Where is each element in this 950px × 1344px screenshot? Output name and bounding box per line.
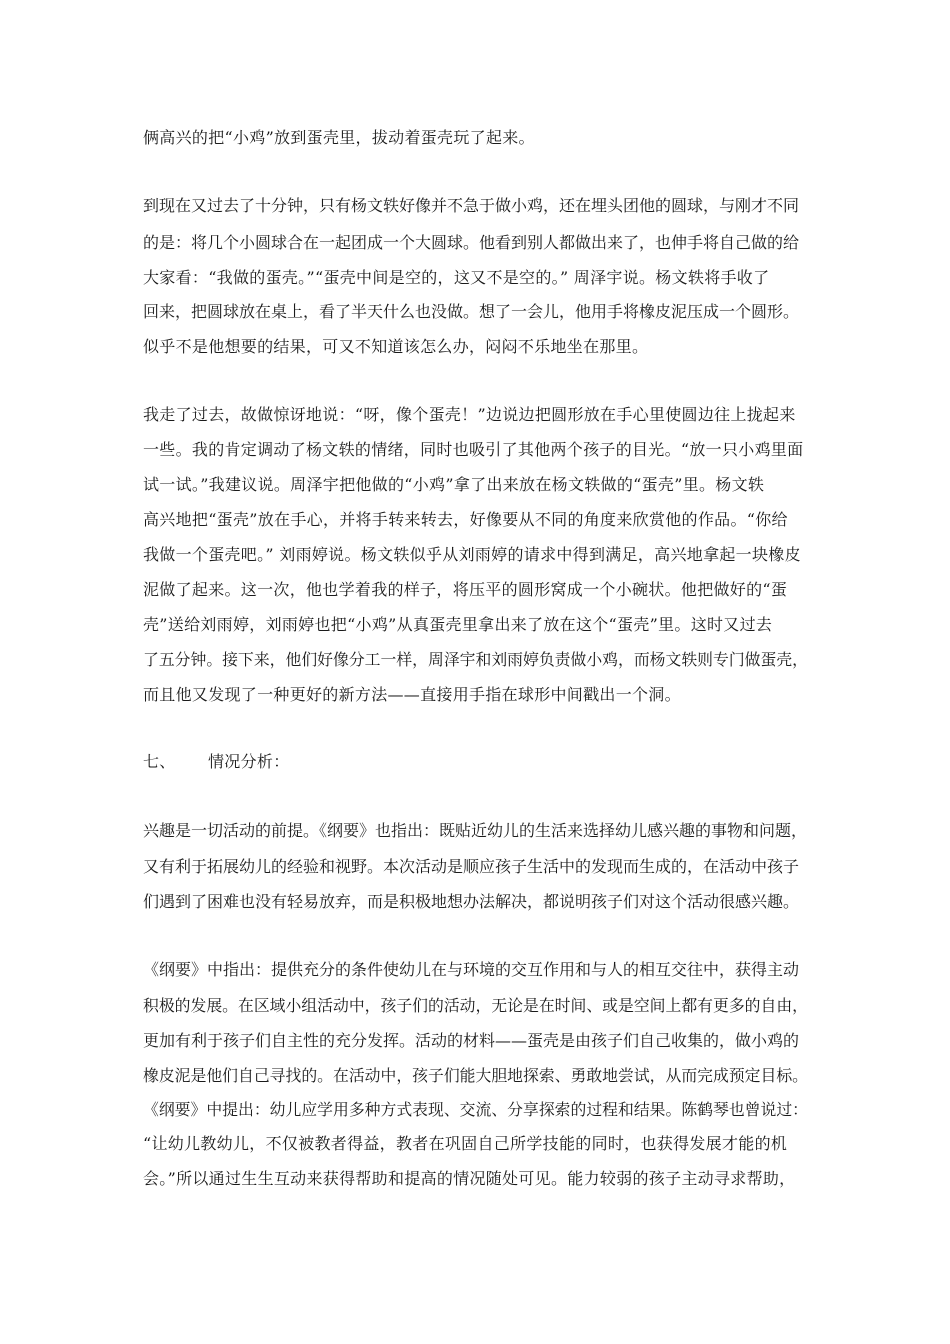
text-line: 的是：将几个小圆球合在一起团成一个大圆球。他看到别人都做出来了，也伸手将自己做的给 — [143, 233, 800, 252]
text-line: 而且他又发现了一种更好的新方法——直接用手指在球形中间戳出一个洞。 — [143, 685, 681, 704]
section-heading — [143, 752, 290, 772]
text-line: 积极的发展。在区域小组活动中，孩子们的活动，无论是在时间、或是空间上都有更多的自由， — [143, 996, 809, 1015]
text-line: 到现在又过去了十分钟，只有杨文轶好像并不急于做小鸡，还在埋头团他的圆球，与刚才不同 — [143, 196, 800, 215]
text-line: 一些。我的肯定调动了杨文轶的情绪，同时也吸引了其他两个孩子的目光。“放一只小鸡里面 — [143, 440, 804, 459]
text-line: 又有利于拓展幼儿的经验和视野。本次活动是顺应孩子生活中的发现而生成的，在活动中孩子 — [143, 857, 800, 876]
text-line: 试一试。”我建议说。周泽宇把他做的“小鸡”拿了出来放在杨文轶做的“蛋壳”里。杨文轶 — [143, 475, 765, 494]
text-line: 回来，把圆球放在桌上，看了半天什么也没做。想了一会儿，他用手将橡皮泥压成一个圆形。 — [143, 302, 800, 321]
section-title: 情况分析： — [208, 752, 290, 771]
text-line: 《纲要》中指出：提供充分的条件使幼儿在与环境的交互作用和与人的相互交往中，获得主动 — [143, 960, 800, 979]
text-line: 们遇到了困难也没有轻易放弃，而是积极地想办法解决，都说明孩子们对这个活动很感兴趣。 — [143, 892, 800, 911]
text-line: 似乎不是他想要的结果，可又不知道该怎么办，闷闷不乐地坐在那里。 — [143, 337, 649, 356]
text-line: 更加有利于孩子们自主性的充分发挥。活动的材料——蛋壳是由孩子们自己收集的，做小鸡的 — [143, 1031, 800, 1050]
text-line: 我做一个蛋壳吧。” 刘雨婷说。杨文轶似乎从刘雨婷的请求中得到满足，高兴地拿起一块橡皮 — [143, 545, 801, 564]
text-line: 会。”所以通过生生互动来获得帮助和提高的情况随处可见。能力较弱的孩子主动寻求帮助， — [143, 1169, 796, 1188]
text-line: 泥做了起来。这一次，他也学着我的样子，将压平的圆形窝成一个小碗状。他把做好的“蛋 — [143, 580, 788, 599]
text-line: 兴趣是一切活动的前提。《纲要》也指出：既贴近幼儿的生活来选择幼儿感兴趣的事物和问题， — [143, 821, 808, 840]
text-line: 大家看：“我做的蛋壳。”“蛋壳中间是空的，这又不是空的。” 周泽宇说。杨文轶将手收了 — [143, 268, 770, 287]
text-line: 了五分钟。接下来，他们好像分工一样，周泽宇和刘雨婷负责做小鸡，而杨文轶则专门做蛋壳， — [143, 650, 809, 669]
text-line: 橡皮泥是他们自己寻找的。在活动中，孩子们能大胆地探索、勇敢地尝试，从而完成预定目标。 — [143, 1066, 809, 1085]
text-line: 《纲要》中提出：幼儿应学用多种方式表现、交流、分享探索的过程和结果。陈鹤琴也曾说过： — [143, 1100, 809, 1119]
text-line: 高兴地把“蛋壳”放在手心，并将手转来转去，好像要从不同的角度来欣赏他的作品。“你给 — [143, 510, 788, 529]
text-line: 俩高兴的把“小鸡”放到蛋壳里，拔动着蛋壳玩了起来。 — [143, 128, 535, 147]
text-line: 我走了过去，故做惊讶地说：“呀，像个蛋壳！”边说边把圆形放在手心里使圆边往上拢起来 — [143, 405, 796, 424]
text-line: “让幼儿教幼儿，不仅被教者得益，教者在巩固自己所学技能的同时，也获得发展才能的机 — [143, 1134, 788, 1153]
text-line: 壳”送给刘雨婷，刘雨婷也把“小鸡”从真蛋壳里拿出来了放在这个“蛋壳”里。这时又过去 — [143, 615, 773, 634]
section-number: 七、 — [143, 752, 176, 771]
